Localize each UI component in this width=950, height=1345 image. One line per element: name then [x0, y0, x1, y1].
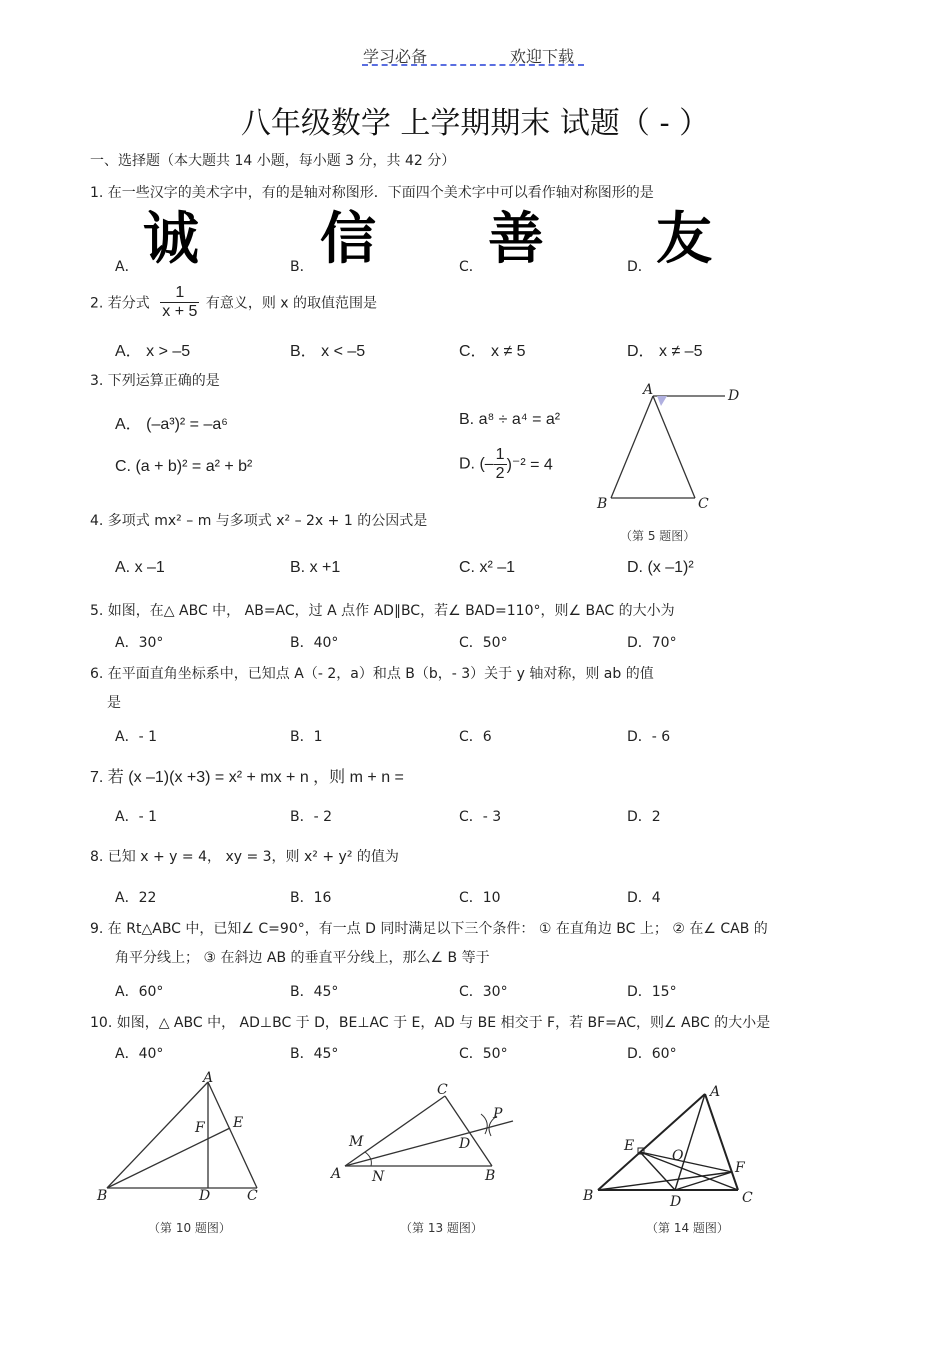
q1-option-a-label: A． [115, 259, 139, 275]
fig10-label-f: F [195, 1120, 205, 1136]
q1-option-a-glyph: 诚 [143, 207, 199, 272]
fig13-label-p: P [493, 1106, 503, 1122]
question-3-stem: 3. 下列运算正确的是 [90, 373, 220, 389]
header-right: 欢迎下载 [510, 47, 575, 66]
fig13-caption: （第 13 题图） [400, 1221, 483, 1235]
question-8-stem: 8. 已知 x + y = 4， xy = 3，则 x² + y² 的值为 [90, 849, 399, 865]
fig13-label-d: D [459, 1136, 471, 1152]
fig10-label-d: D [199, 1188, 211, 1204]
fig10-label-c: C [247, 1188, 258, 1204]
fig13-label-n: N [372, 1169, 385, 1185]
fig14-label-d: D [670, 1194, 682, 1210]
q10-option-a: A．40° [115, 1046, 164, 1062]
q6-option-c: C．6 [459, 729, 492, 745]
fig14-label-b: B [583, 1188, 594, 1204]
q4-option-a: A. x –1 [115, 559, 165, 576]
fig5-label-d: D [728, 388, 740, 404]
q3-d-den: 2 [495, 465, 505, 482]
q4-option-d: D. (x –1)² [627, 559, 694, 576]
q3-d-fraction [494, 446, 507, 483]
q9-option-d: D．15° [627, 984, 677, 1000]
q8-option-a: A．22 [115, 890, 157, 906]
q2-option-c: C． x ≠ 5 [459, 343, 526, 360]
q7-option-d: D．2 [627, 809, 661, 825]
fig5-label-b: B [597, 496, 608, 512]
q5-option-d: D．70° [627, 635, 677, 651]
q8-option-b: B．16 [290, 890, 332, 906]
q8-option-c: C．10 [459, 890, 501, 906]
q6-option-d: D．- 6 [627, 729, 671, 745]
q1-option-d-label: D． [627, 259, 652, 275]
question-6-stem: 6. 在平面直角坐标系中，已知点 A（- 2，a）和点 B（b，- 3）关于 y 轴对称，则 ab 的值 [90, 666, 654, 682]
fig14-caption: （第 14 题图） [646, 1221, 729, 1235]
question-4-stem: 4. 多项式 mx² – m 与多项式 x² – 2x + 1 的公因式是 [90, 513, 428, 529]
question-1-stem: 1. 在一些汉字的美术字中，有的是轴对称图形．下面四个美术字中可以看作轴对称图形的是 [90, 185, 654, 201]
fig10-label-a: A [203, 1070, 214, 1086]
q2-frac-num: 1 [160, 284, 199, 303]
q6-option-b: B．1 [290, 729, 323, 745]
q1-option-c-label: C． [459, 259, 483, 275]
fig14-label-a: A [710, 1084, 721, 1100]
header-left: 学习必备 [363, 47, 428, 66]
page-title: 八年级数学 上学期期末 试题（ - ） [240, 106, 710, 141]
fig14-label-e: E [624, 1138, 635, 1154]
figure-5 [595, 380, 755, 520]
q7-option-b: B．- 2 [290, 809, 333, 825]
fig5-label-a: A [643, 382, 654, 398]
q5-option-a: A．30° [115, 635, 164, 651]
fig10-label-e: E [233, 1115, 244, 1131]
fig10-label-b: B [97, 1188, 108, 1204]
header-divider [362, 64, 584, 66]
q3-option-b: B. a⁸ ÷ a⁴ = a² [459, 411, 561, 428]
fig13-label-b: B [485, 1168, 496, 1184]
q4-option-c: C. x² –1 [459, 559, 516, 576]
q7-option-a: A．- 1 [115, 809, 157, 825]
q5-option-b: B．40° [290, 635, 339, 651]
question-9-stem-cont: 角平分线上； ③ 在斜边 AB 的垂直平分线上，那么∠ B 等于 [115, 950, 490, 966]
q1-option-d-glyph: 友 [656, 207, 712, 272]
fig10-caption: （第 10 题图） [148, 1221, 231, 1235]
question-7-stem: 7. 若 (x –1)(x +3) = x² + mx + n ，则 m + n = [90, 769, 404, 786]
fig13-label-c: C [437, 1082, 448, 1098]
q3-d-prefix: D. (– [459, 455, 494, 473]
q10-option-d: D．60° [627, 1046, 677, 1062]
q7-option-c: C．- 3 [459, 809, 502, 825]
section-heading: 一、选择题（本大题共 14 小题，每小题 3 分，共 42 分） [90, 153, 456, 169]
figure-13 [325, 1078, 525, 1193]
q8-option-d: D．4 [627, 890, 661, 906]
q3-d-suffix: )⁻² = 4 [506, 456, 553, 474]
question-2-stem [90, 284, 377, 321]
figure-14 [580, 1080, 765, 1208]
q2-prefix: 2. 若分式 [90, 295, 150, 312]
fig5-label-c: C [698, 496, 709, 512]
q3-option-d [459, 446, 553, 483]
q2-option-a: A． x > –5 [115, 343, 191, 360]
q3-option-a: A． (–a³)² = –a⁶ [115, 416, 228, 433]
q9-option-b: B．45° [290, 984, 339, 1000]
question-9-stem: 9. 在 Rt△ABC 中，已知∠ C=90°，有一点 D 同时满足以下三个条件： ① 在直角边 BC 上； ② 在∠ CAB 的 [90, 921, 768, 937]
question-10-stem: 10. 如图，△ ABC 中， AD⊥BC 于 D，BE⊥AC 于 E，AD 与 BE 相交于 F，若 BF=AC，则∠ ABC 的大小是 [90, 1015, 771, 1031]
q1-option-b-label: B． [290, 259, 314, 275]
q4-option-b: B. x +1 [290, 559, 341, 576]
q3-option-c: C. (a + b)² = a² + b² [115, 458, 253, 475]
q2-suffix: 有意义，则 x 的取值范围是 [205, 295, 378, 312]
q2-option-d: D． x ≠ –5 [627, 343, 703, 360]
q10-option-c: C．50° [459, 1046, 508, 1062]
fig5-caption: （第 5 题图） [620, 529, 696, 543]
q2-frac-den: x + 5 [162, 303, 198, 320]
figure-10 [95, 1070, 270, 1205]
q6-option-a: A．- 1 [115, 729, 157, 745]
question-6-stem-cont: 是 [107, 695, 121, 711]
q2-option-b: B． x < –5 [290, 343, 366, 360]
q10-option-b: B．45° [290, 1046, 339, 1062]
q9-option-a: A．60° [115, 984, 164, 1000]
fig14-label-f: F [735, 1160, 745, 1176]
question-5-stem: 5. 如图，在△ ABC 中， AB=AC，过 A 点作 AD∥BC，若∠ BAD=110°，则∠ BAC 的大小为 [90, 603, 675, 619]
fig13-label-a: A [331, 1166, 342, 1182]
fig13-label-m: M [349, 1134, 364, 1150]
q1-option-b-glyph: 信 [320, 207, 376, 272]
q2-fraction [160, 284, 199, 321]
q5-option-c: C．50° [459, 635, 508, 651]
q1-option-c-glyph: 善 [488, 207, 544, 272]
fig14-label-o: O [672, 1148, 684, 1164]
fig14-label-c: C [742, 1190, 753, 1206]
q9-option-c: C．30° [459, 984, 508, 1000]
q3-d-num: 1 [495, 446, 505, 463]
